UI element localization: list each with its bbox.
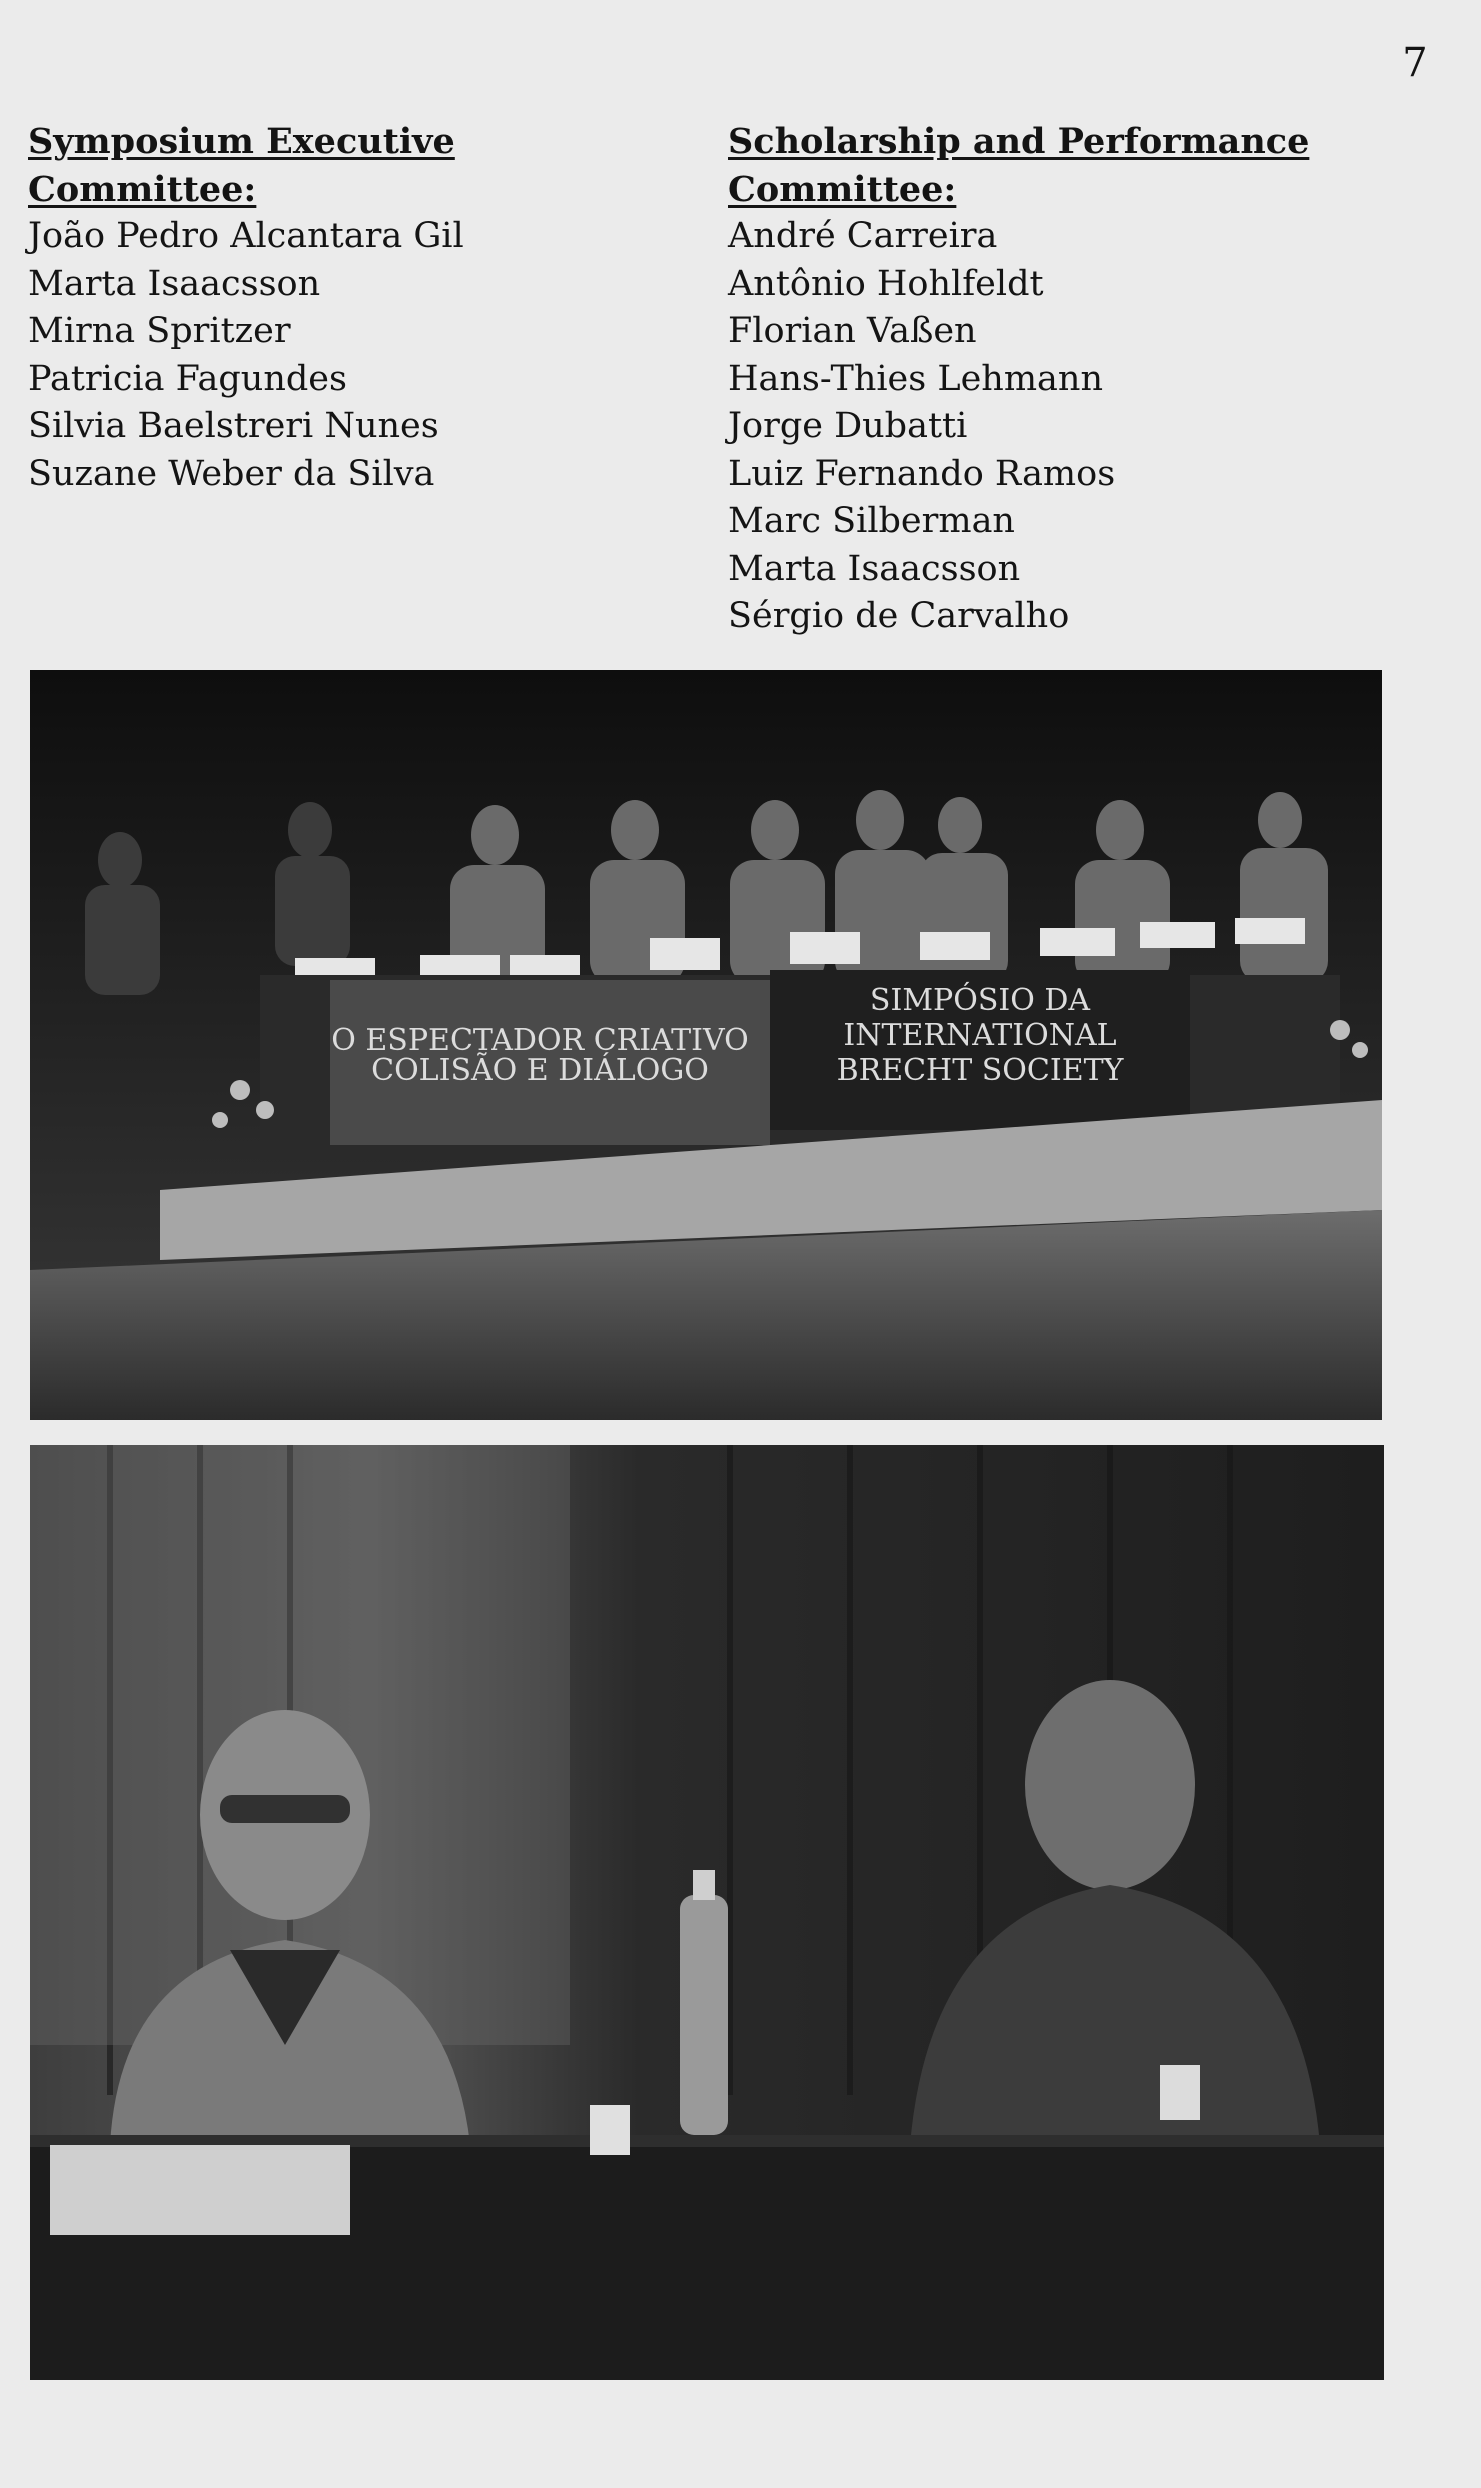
heading-line: Scholarship and Performance: [728, 121, 1310, 162]
list-item: Hans-Thies Lehmann: [728, 358, 1103, 399]
presenters-photo-illustration: [30, 1445, 1384, 2380]
list-item: Mirna Spritzer: [28, 311, 291, 351]
panel-discussion-photo: [30, 670, 1382, 1420]
list-item: Marc Silberman: [728, 501, 1015, 541]
list-item: João Pedro Alcantara Gil: [28, 216, 464, 256]
presenters-photo: [30, 1445, 1384, 2380]
scholarship-committee-heading: [728, 118, 1408, 213]
banner-right-line1: SIMPÓSIO DA: [869, 983, 1091, 1018]
list-item: Florian Vaßen: [728, 311, 977, 351]
list-item: André Carreira: [728, 216, 998, 256]
executive-committee-list: [28, 213, 688, 498]
banner-right-line2: INTERNATIONAL: [843, 1018, 1117, 1053]
scholarship-committee: [728, 118, 1408, 641]
executive-committee: [28, 118, 688, 498]
list-item: Suzane Weber da Silva: [28, 453, 435, 494]
scholarship-committee-list: [728, 213, 1408, 641]
list-item: Silvia Baelstreri Nunes: [28, 406, 439, 446]
list-item: Marta Isaacsson: [28, 263, 321, 304]
executive-committee-heading: Symposium Executive Committee:: [28, 121, 455, 210]
list-item: Antônio Hohlfeldt: [728, 263, 1044, 304]
list-item: Jorge Dubatti: [728, 406, 968, 446]
page-number: 7: [1402, 40, 1428, 86]
list-item: Sérgio de Carvalho: [728, 596, 1070, 636]
list-item: Patricia Fagundes: [28, 358, 347, 399]
banner-right-line3: BRECHT SOCIETY: [836, 1053, 1124, 1088]
list-item: Luiz Fernando Ramos: [728, 453, 1116, 494]
banner-left-line2: COLISÃO E DIÁLOGO: [371, 1053, 709, 1088]
panel-photo-illustration: [30, 670, 1382, 1420]
list-item: Marta Isaacsson: [728, 548, 1021, 589]
banner-left-line1: O ESPECTADOR CRIATIVO: [331, 1023, 749, 1058]
heading-line: Committee:: [728, 168, 957, 210]
